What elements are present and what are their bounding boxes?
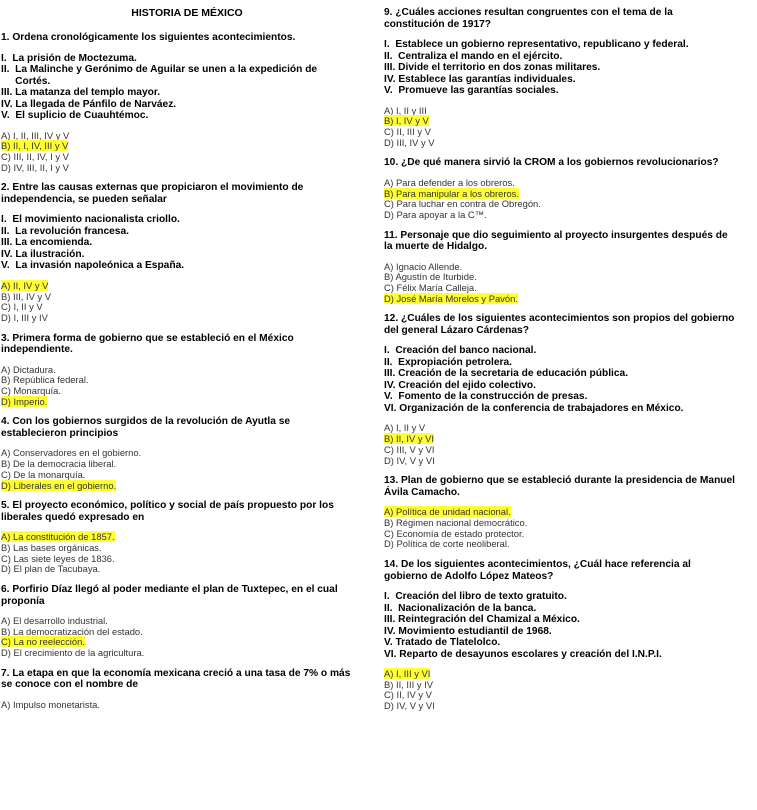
statement-item: II. Centraliza el mando en el ejército. xyxy=(384,50,563,62)
answer-option[interactable] xyxy=(1,470,373,481)
statement-item: III. La matanza del templo mayor. xyxy=(1,87,161,98)
answer-option-text: A) I, II, III, IV y V xyxy=(1,129,70,141)
answer-option[interactable] xyxy=(384,445,757,456)
question-block xyxy=(1,584,373,659)
statement-item: I. Creación del libro de texto gratuito. xyxy=(384,591,567,603)
statement-item: II. Nacionalización de la banca. xyxy=(384,602,537,614)
answer-option[interactable] xyxy=(384,423,757,434)
answer-option-text: B) Las bases orgánicas. xyxy=(1,541,102,553)
statement-item: III. Reintegración del Chamizal a México. xyxy=(384,614,580,626)
answer-option[interactable] xyxy=(1,397,373,408)
question-text: 6. Porfirio Díaz llegó al poder mediante el plan de Tuxtepec, en el cual proponía xyxy=(1,584,338,607)
question-block xyxy=(1,668,373,711)
statement-list xyxy=(384,591,757,660)
highlighted-answer-text: D) José María Morelos y Pavón. xyxy=(384,292,518,304)
answer-option-text: A) I, II y III xyxy=(384,104,427,116)
statement-item: IV. Movimiento estudiantil de 1968. xyxy=(384,625,552,637)
statement-item: II. La revolución francesa. xyxy=(1,225,129,237)
answer-option-text: D) El crecimiento de la agricultura. xyxy=(1,647,145,659)
answer-option-text: C) Para luchar en contra de Obregón. xyxy=(384,198,541,210)
statement-item: III. Creación de la secretaria de educación pública. xyxy=(384,368,629,380)
answer-option-text: D) Política de corte neoliberal. xyxy=(384,538,510,550)
question-block xyxy=(1,416,373,491)
answer-option-text: C) III, II, IV, I y V xyxy=(1,150,69,162)
answer-option[interactable] xyxy=(1,564,373,575)
answer-option[interactable] xyxy=(1,281,373,292)
question-block xyxy=(1,182,373,323)
answer-option[interactable] xyxy=(384,539,757,550)
answer-option-text: A) Dictadura. xyxy=(1,363,56,375)
statement-item: I. La prisión de Moctezuma. xyxy=(1,52,137,64)
answer-option[interactable] xyxy=(1,292,373,303)
statement-item: I. Establece un gobierno representativo, republicano y federal. xyxy=(384,39,689,50)
question-text: 14. De los siguientes acontecimientos, ¿Cuál hace referencia al gobierno de Adolfo López Mateos? xyxy=(384,559,691,582)
question-text: 11. Personaje que dio seguimiento al proyecto insurgentes después de la muerte de Hidalgo. xyxy=(384,229,728,253)
question-block xyxy=(384,559,757,712)
statement-list xyxy=(384,345,757,414)
statement-item: II. Expropiación petrolera. xyxy=(384,356,512,368)
answer-option[interactable] xyxy=(384,669,757,680)
statement-item: II. La Malinche y Gerónimo de Aguilar se unen a la expedición de Cortés. xyxy=(1,64,318,87)
answer-option-text: C) Félix María Calleja. xyxy=(384,282,477,294)
question-block xyxy=(384,313,757,466)
answer-option-text: C) III, V y VI xyxy=(384,443,435,455)
highlighted-answer-text: D) Imperio. xyxy=(1,395,48,407)
statement-item: V. La invasión napoleónica a España. xyxy=(1,260,185,272)
answer-option-text: B) Agustín de Iturbide. xyxy=(384,271,477,283)
answer-option-text: A) I, II y V xyxy=(384,422,426,434)
question-text: 2. Entre las causas externas que propiciaron el movimiento de independencia, se pueden señalar xyxy=(1,182,304,205)
statement-item: V. El suplicio de Cuauhtémoc. xyxy=(1,110,149,121)
answer-option-text: D) Para apoyar a la C™. xyxy=(384,208,487,220)
answer-option[interactable] xyxy=(1,481,373,492)
question-list-left xyxy=(1,32,373,711)
answer-option[interactable] xyxy=(384,178,757,189)
answer-option[interactable] xyxy=(1,302,373,313)
question-text: 3. Primera forma de gobierno que se estableció en el México independiente. xyxy=(1,332,294,356)
answer-option-text: D) IV, V y VI xyxy=(384,700,435,712)
answer-option[interactable] xyxy=(384,680,757,691)
answer-option-text: C) Las siete leyes de 1836. xyxy=(1,552,115,564)
question-text: 4. Con los gobiernos surgidos de la revolución de Ayutla se establecieron principios xyxy=(1,416,291,439)
answer-option[interactable] xyxy=(384,690,757,701)
question-text: 7. La etapa en que la economía mexicana creció a una tasa de 7% o más se conoce con el nombre de xyxy=(1,667,351,691)
question-block xyxy=(384,230,757,305)
statement-list xyxy=(384,39,757,97)
question-block xyxy=(1,32,373,173)
statement-list xyxy=(1,214,373,272)
statement-item: IV. La ilustración. xyxy=(1,248,85,260)
statement-item: I. Creación del banco nacional. xyxy=(384,345,537,357)
answer-option[interactable] xyxy=(384,106,757,117)
answer-option[interactable] xyxy=(384,456,757,467)
answer-option[interactable] xyxy=(384,294,757,305)
answer-option-text: D) IV, III, II, I y V xyxy=(1,161,69,173)
answer-option-text: A) El desarrollo industrial. xyxy=(1,615,108,627)
highlighted-answer-text: A) I, III y VI xyxy=(384,668,431,680)
answer-option-text: D) IV, V y VI xyxy=(384,454,435,466)
answer-option[interactable] xyxy=(1,163,373,174)
answer-option-text: D) El plan de Tacubaya. xyxy=(1,563,101,575)
question-text: 13. Plan de gobierno que se estableció durante la presidencia de Manuel Ávila Camacho. xyxy=(384,475,736,498)
answer-option-text: C) Monarquía. xyxy=(1,385,61,397)
question-text: 10. ¿De qué manera sirvió la CROM a los gobiernos revolucionarios? xyxy=(384,157,719,169)
statement-list xyxy=(1,53,373,122)
answer-option[interactable] xyxy=(384,138,757,149)
statement-item: III. La encomienda. xyxy=(1,237,93,249)
answer-option-text: C) II, IV y V xyxy=(384,689,432,701)
answer-option-text: C) De la monarquía. xyxy=(1,468,86,480)
highlighted-answer-text: A) Política de unidad nacional. xyxy=(384,506,511,518)
answer-option[interactable] xyxy=(1,700,373,711)
question-block xyxy=(384,475,757,550)
answer-option-text: B) De la democracia liberal. xyxy=(1,458,117,470)
highlighted-answer-text: B) II, I, IV, III y V xyxy=(1,140,69,152)
answer-option-text: B) La democratización del estado. xyxy=(1,625,143,637)
answer-option-text: D) III, IV y V xyxy=(384,136,435,148)
answer-option[interactable] xyxy=(1,648,373,659)
answer-option[interactable] xyxy=(1,313,373,324)
highlighted-answer-text: A) II, IV y V xyxy=(1,279,49,291)
answer-option[interactable] xyxy=(384,434,757,445)
answer-option[interactable] xyxy=(384,701,757,712)
question-block xyxy=(1,333,373,408)
highlighted-answer-text: C) La no reelección. xyxy=(1,636,85,648)
left-column xyxy=(1,7,373,720)
answer-option-text: C) II, III y V xyxy=(384,125,431,137)
answer-option-text: B) III, IV y V xyxy=(1,290,52,302)
question-list-right xyxy=(384,7,757,712)
answer-option-text: A) Ignacio Allende. xyxy=(384,260,463,272)
page-title: HISTORIA DE MÉXICO xyxy=(131,7,243,19)
answer-option[interactable] xyxy=(384,210,757,221)
highlighted-answer-text: D) Liberales en el gobierno. xyxy=(1,479,117,491)
answer-option-text: C) I, II y V xyxy=(1,301,43,313)
statement-item: VI. Reparto de desayunos escolares y creación del I.N.P.I. xyxy=(384,648,662,660)
answer-option[interactable] xyxy=(384,127,757,138)
answer-option-text: A) Conservadores en el gobierno. xyxy=(1,447,142,459)
statement-item: IV. La llegada de Pánfilo de Narváez. xyxy=(1,98,177,110)
statement-item: V. Tratado de Tlatelolco. xyxy=(384,637,501,649)
answer-option-text: B) República federal. xyxy=(1,374,89,386)
answer-option-text: B) Régimen nacional democrático. xyxy=(384,516,528,528)
question-text: 5. El proyecto económico, político y social de país propuesto por los liberales quedó expresado en xyxy=(1,500,334,523)
statement-item: V. Fomento de la construcción de presas. xyxy=(384,391,588,403)
answer-option-text: C) Economía de estado protector. xyxy=(384,527,525,539)
statement-item: I. El movimiento nacionalista criollo. xyxy=(1,214,180,226)
highlighted-answer-text: B) II, IV y VI xyxy=(384,433,435,445)
statement-item: IV. Establece las garantías individuales. xyxy=(384,73,576,85)
statement-item: IV. Creación del ejido colectivo. xyxy=(384,379,536,391)
statement-item: VI. Organización de la conferencia de trabajadores en México. xyxy=(384,402,684,414)
answer-option[interactable] xyxy=(1,386,373,397)
question-block xyxy=(1,500,373,575)
statement-item: III. Divide el territorio en dos zonas militares. xyxy=(384,62,601,73)
question-block xyxy=(384,7,757,148)
statement-item: V. Promueve las garantías sociales. xyxy=(384,85,559,96)
question-text: 1. Ordena cronológicamente los siguientes acontecimientos. xyxy=(1,32,296,43)
highlighted-answer-text: B) Para manipular a los obreros. xyxy=(384,187,519,199)
question-text: 12. ¿Cuáles de los siguientes acontecimientos son propios del gobierno del general Lázaro Cárdenas? xyxy=(384,313,735,336)
highlighted-answer-text: A) La constitución de 1857. xyxy=(1,531,115,543)
right-column xyxy=(384,7,757,721)
answer-option-text: B) II, III y IV xyxy=(384,678,433,690)
answer-option-text: A) Para defender a los obreros. xyxy=(384,176,515,188)
question-block xyxy=(384,157,757,220)
answer-option-text: D) I, III y IV xyxy=(1,311,48,323)
highlighted-answer-text: B) I, IV y V xyxy=(384,115,429,127)
question-text: 9. ¿Cuáles acciones resultan congruentes con el tema de la constitución de 1917? xyxy=(384,7,673,30)
answer-option[interactable] xyxy=(384,116,757,127)
answer-option-text: A) Impulso monetarista. xyxy=(1,698,100,710)
